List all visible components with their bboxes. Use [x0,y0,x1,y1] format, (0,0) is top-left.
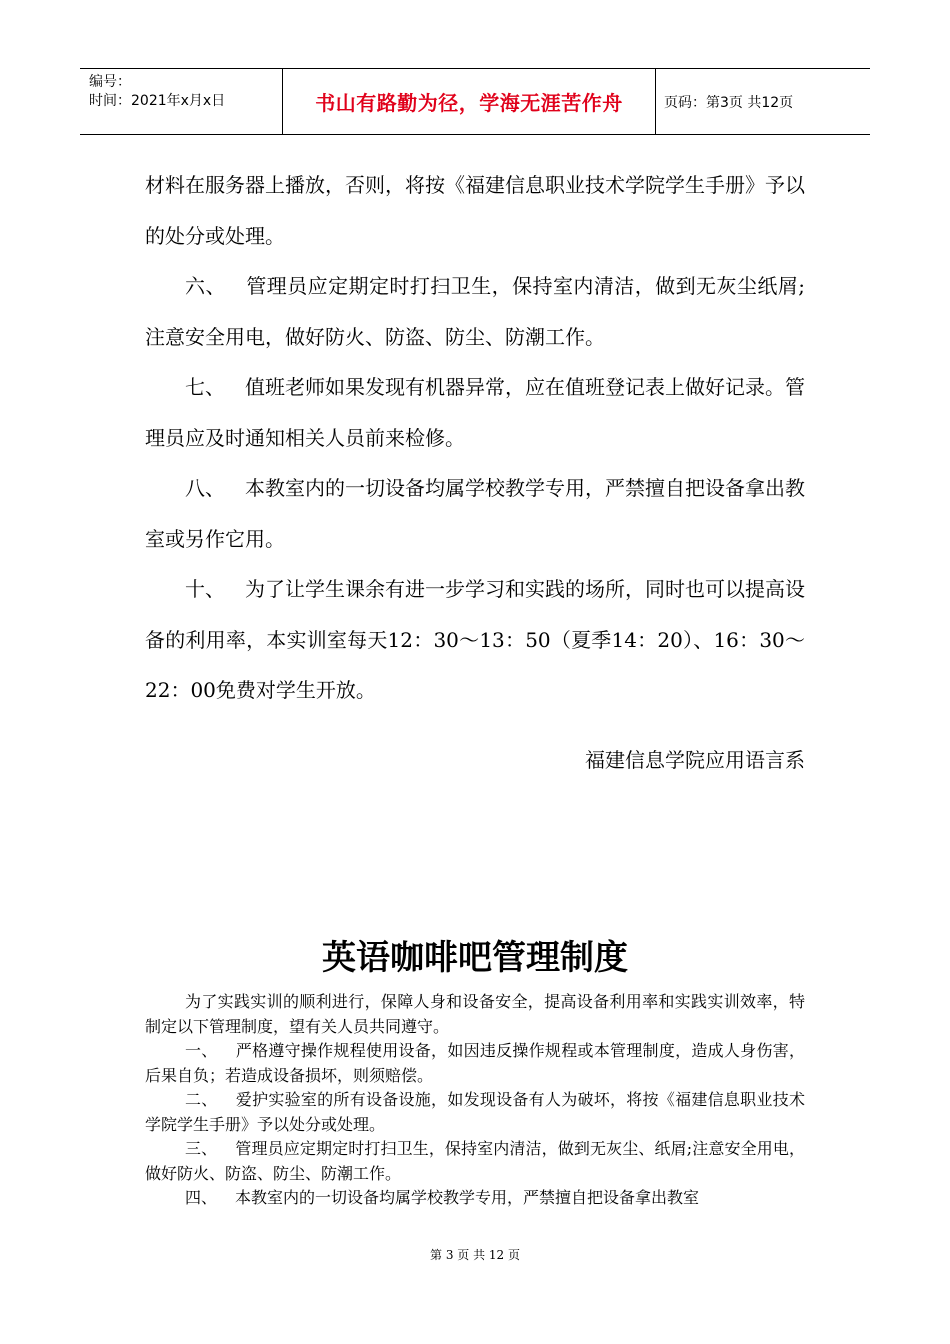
header-page-info: 页码：第3页 共12页 [664,94,794,111]
rule-text: 管理员应定期定时打扫卫生，保持室内清洁，做到无灰尘纸屑;注意安全用电，做好防火、防盗、防尘、防潮工作。 [145,274,805,349]
policy-item-1 [145,1039,805,1088]
document-title: 英语咖啡吧管理制度 [322,938,628,978]
policy-text: 管理员应定期定时打扫卫生，保持室内清洁，做到无灰尘、纸屑;注意安全用电，做好防火、防盗、防尘、防潮工作。 [145,1139,805,1183]
rule-text: 为了让学生课余有进一步学习和实践的场所，同时也可以提高设备的利用率，本实训室每天12：30～13：50（夏季14：20）、16：30～22：00免费对学生开放。 [145,577,805,702]
rule-item-6 [145,261,805,362]
header-motto: 书山有路勤为径，学海无涯苦作舟 [283,69,656,134]
rule-item-7 [145,362,805,463]
policy-text: 爱护实验室的所有设备设施，如发现设备有人为破坏，将按《福建信息职业技术学院学生手册》予以处分或处理。 [145,1090,805,1134]
lower-section [145,990,805,1211]
rule-item-10 [145,564,805,716]
document-time-label: 时间：2021年x月x日 [89,93,226,109]
intro-paragraph: 为了实践实训的顺利进行，保障人身和设备安全，提高设备利用率和实践实训效率，特制定以下管理制度，望有关人员共同遵守。 [145,992,805,1036]
policy-number: 四、 [185,1188,218,1207]
policy-number: 二、 [185,1090,218,1109]
page-footer: 第 3 页 共 12 页 [430,1248,520,1262]
policy-item-3 [145,1137,805,1186]
document-number-label: 编号： [89,74,131,90]
rule-item-8 [145,463,805,564]
rule-number: 八、 [185,476,225,500]
rule-number: 七、 [185,375,225,399]
upper-section [145,160,805,716]
policy-text: 严格遵守操作规程使用设备，如因违反操作规程或本管理制度，造成人身伤害，后果自负；若造成设备损坏，则须赔偿。 [145,1041,805,1085]
rule-number: 十、 [185,577,225,601]
rule-text: 值班老师如果发现有机器异常，应在值班登记表上做好记录。管理员应及时通知相关人员前来检修。 [145,375,805,450]
policy-item-4 [145,1186,805,1211]
policy-number: 一、 [185,1041,218,1060]
policy-number: 三、 [185,1139,218,1158]
page-header [80,68,870,135]
rule-number: 六、 [185,274,226,298]
rule-text: 本教室内的一切设备均属学校教学专用，严禁擅自把设备拿出教室或另作它用。 [145,476,805,551]
policy-text: 本教室内的一切设备均属学校教学专用，严禁擅自把设备拿出教室 [235,1188,700,1207]
header-meta [80,69,283,134]
policy-item-2 [145,1088,805,1137]
continuation-paragraph: 材料在服务器上播放，否则，将按《福建信息职业技术学院学生手册》予以的处分或处理。 [145,173,805,248]
department-signature: 福建信息学院应用语言系 [585,748,805,772]
